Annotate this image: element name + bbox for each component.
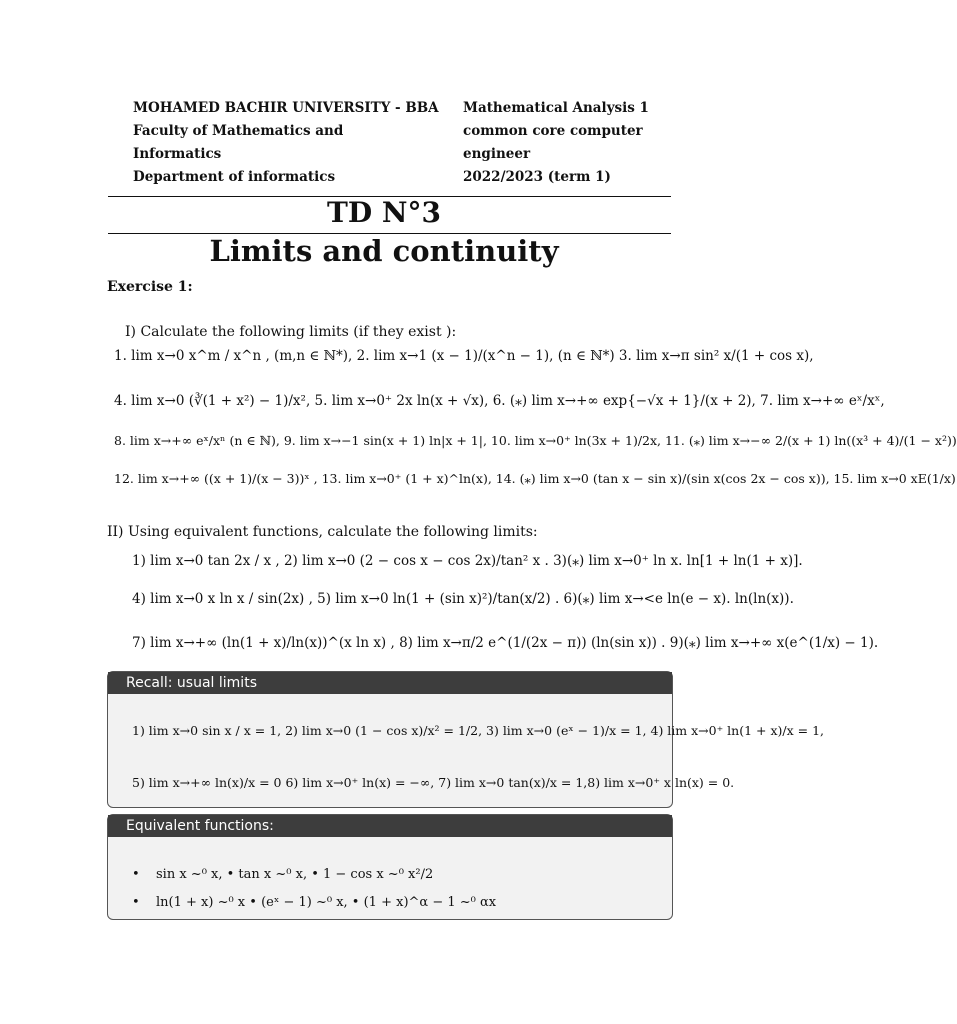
- recall-line-1: 1) lim x→0 sin x / x = 1, 2) lim x→0 (1 − cos x)/x² = 1/2, 3) lim x→0 (eˣ − 1)/x = 1, 4) lim x→0⁺ ln(1 + x)/x = 1,: [132, 723, 824, 738]
- recall-line-2: 5) lim x→+∞ ln(x)/x = 0 6) lim x→0⁺ ln(x) = −∞, 7) lim x→0 tan(x)/x = 1,8) lim x→0⁺ x ln(x) = 0.: [132, 775, 735, 790]
- part2-line-1-text: 1) lim x→0 tan 2x / x , 2) lim x→0 (2 − cos x − cos 2x)/tan² x . 3)(⁎) lim x→0⁺ ln x. ln[1 + ln(1 + x)].: [132, 553, 803, 569]
- part2-line-2-text: 4) lim x→0 x ln x / sin(2x) , 5) lim x→0 ln(1 + (sin x)²)/tan(x/2) . 6)(⁎) lim x→<e ln(e − x). ln(ln(x)).: [132, 591, 794, 607]
- part2-line-3: [132, 634, 878, 652]
- faculty-name: Faculty of Mathematics and: [133, 123, 344, 139]
- part1-line-2: [114, 392, 885, 410]
- equivalents-line-2: ln(1 + x) ~⁰ x • (eˣ − 1) ~⁰ x, • (1 + x)^α − 1 ~⁰ αx: [156, 895, 497, 910]
- header-left: [133, 97, 439, 189]
- course-name: Mathematical Analysis 1: [463, 100, 649, 116]
- equivalents-line-1: sin x ~⁰ x, • tan x ~⁰ x, • 1 − cos x ~⁰ x²/2: [156, 867, 434, 882]
- header-right: [463, 97, 649, 189]
- part1-line-3: [114, 432, 957, 450]
- part2-line-3-text: 7) lim x→+∞ (ln(1 + x)/ln(x))^(x ln x) , 8) lim x→π/2 e^(1/(2x − π)) (ln(sin x)) . 9)(⁎) lim x→+∞ x(e^(1/x) − 1).: [132, 635, 879, 651]
- page-subtitle: Limits and continuity: [209, 234, 559, 268]
- exercise-heading: Exercise 1:: [107, 279, 193, 295]
- part1-line-4-text: 12. lim x→+∞ ((x + 1)/(x − 3))ˣ , 13. lim x→0⁺ (1 + x)^ln(x), 14. (⁎) lim x→0 (tan x − sin x)/(sin x(cos 2x − cos x)), 15. lim x→0 xE(1/x): [114, 471, 956, 486]
- part1-line-3-text: 8. lim x→+∞ eˣ/xⁿ (n ∈ ℕ), 9. lim x→−1 sin(x + 1) ln|x + 1|, 10. lim x→0⁺ ln(3x + 1)/2x, 11. (⁎) lim x→−∞ 2/(x + 1) ln((x³ + 4)/(1 − x²)): [114, 433, 957, 448]
- department-name: Department of informatics: [133, 169, 336, 185]
- bullet-dot: •: [132, 867, 140, 882]
- part1-line-1: [114, 347, 814, 365]
- faculty-name-cont: Informatics: [133, 146, 222, 162]
- part1-line-1-text: 1. lim x→0 x^m / x^n , (m,n ∈ ℕ*), 2. lim x→1 (x − 1)/(x^n − 1), (n ∈ ℕ*) 3. lim x→π sin² x/(1 + cos x),: [114, 348, 814, 364]
- equivalents-title: Equivalent functions:: [108, 815, 672, 837]
- equivalents-box: [107, 814, 673, 920]
- page-title: TD N°3: [327, 196, 441, 229]
- university-name: MOHAMED BACHIR UNIVERSITY - BBA: [133, 100, 439, 116]
- recall-title: Recall: usual limits: [108, 672, 672, 694]
- part2-line-2: [132, 590, 794, 608]
- academic-year: 2022/2023 (term 1): [463, 169, 611, 185]
- part1-line-4: [114, 470, 956, 488]
- bullet-dot: •: [132, 895, 140, 910]
- program-name-cont: engineer: [463, 146, 531, 162]
- program-name: common core computer: [463, 123, 643, 139]
- recall-box: [107, 671, 824, 808]
- part2-intro: II) Using equivalent functions, calculate the following limits:: [107, 524, 538, 540]
- part2-line-1: [132, 552, 803, 570]
- part1-line-2-text: 4. lim x→0 (∛(1 + x²) − 1)/x², 5. lim x→0⁺ 2x ln(x + √x), 6. (⁎) lim x→+∞ exp{−√x + 1}/(x + 2), 7. lim x→+∞ eˣ/xˣ,: [114, 393, 885, 409]
- part1-intro: I) Calculate the following limits (if they exist ):: [125, 324, 457, 340]
